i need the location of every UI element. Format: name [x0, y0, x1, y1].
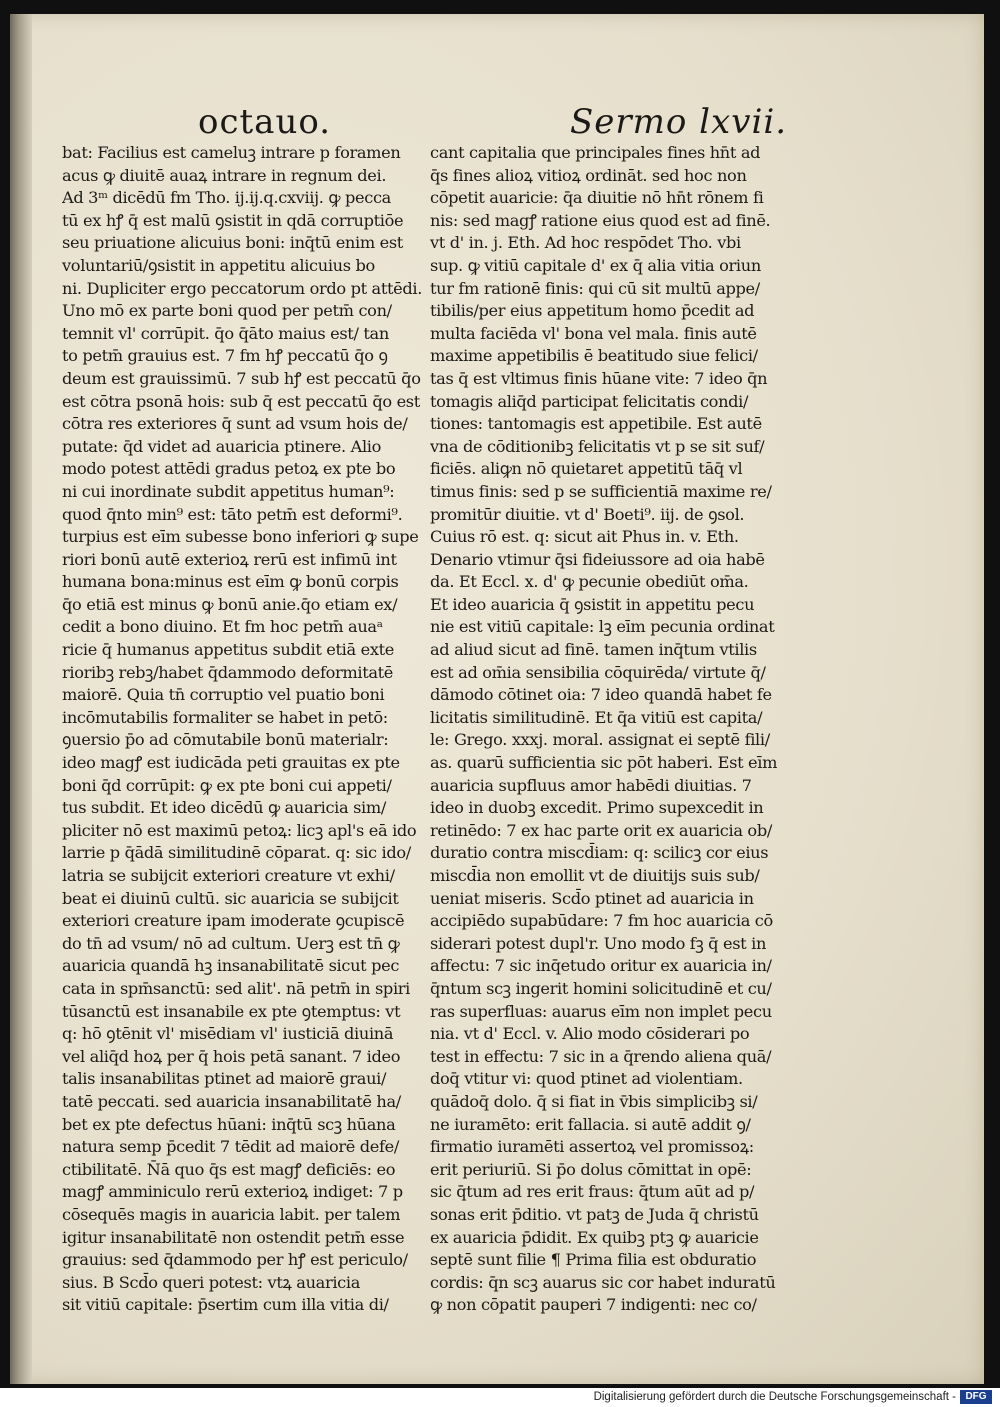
text-line: igitur insanabilitatē non ostendit petm̄ esse [62, 1227, 405, 1247]
right-text-column [430, 142, 806, 1317]
text-line: q̄o etiā est minus ꝙ bonū anie.q̄o etiam ex/ [62, 594, 398, 614]
text-line: septē sunt filie ¶ Prima filia est obduratio [430, 1250, 757, 1270]
text-line: affectu: 7 sic inq̄etudo oritur ex auaricia in/ [430, 956, 772, 976]
text-line: cōsequēs magis in auaricia labit. per talem [62, 1204, 401, 1224]
text-line: modo potest attēdi gradus petoꝝ ex pte bo [62, 459, 396, 479]
text-line: ad aliud sicut ad finē. tamen inq̄tum vtilis [430, 640, 757, 660]
text-line: voluntariū/ꝯsistit in appetitu alicuius bo [62, 255, 375, 275]
text-line: ctibilitatē. N̄ā quo q̄s est magꝭ deficiēs: eo [62, 1159, 396, 1179]
text-line: riori bonū autē exterioꝝ rerū est infimū int [62, 549, 397, 569]
text-line: tatē peccati. sed auaricia insanabilitatē ha/ [62, 1091, 401, 1111]
text-line: auaricia supfluus amor habēdi diuitias. 7 [430, 775, 752, 795]
text-line: test in effectu: 7 sic in a q̄rendo aliena quā/ [430, 1046, 772, 1066]
text-line: ꝙ non cōpatit pauperi 7 indigenti: nec co/ [430, 1295, 757, 1315]
text-line: licitatis similitudinē. Et q̄a vitiū est capita/ [430, 707, 763, 727]
text-line: tur fm rationē finis: qui cū sit multū appe/ [430, 278, 760, 298]
text-line: nie est vitiū capitale: lꝫ eīm pecunia ordinat [430, 617, 775, 637]
text-line: bet ex pte defectus hūani: inq̄tū scꝫ hūana [62, 1114, 396, 1134]
text-line: ideo in duobꝫ excedit. Primo supexcedit in [430, 798, 764, 818]
text-line: maxime appetibilis ē beatitudo siue felici/ [430, 346, 758, 366]
book-page [10, 14, 984, 1384]
text-line: nis: sed magꝭ ratione eius quod est ad finē. [430, 210, 771, 230]
text-line: ne iuramēto: erit fallacia. si autē addit ꝯ/ [430, 1114, 751, 1134]
text-line: ficiēs. aliꝙn nō quietaret appetitū tāq̄ vl [430, 459, 743, 479]
text-line: miscd̄ia non emollit vt de diuitijs suis sub/ [430, 866, 760, 885]
text-line: timus finis: sed p se sufficientiā maxime re/ [430, 481, 772, 501]
text-line: rioribꝫ rebꝫ/habet q̄dammodo deformitatē [62, 662, 394, 682]
text-line: auaricia quandā hꝫ insanabilitatē sicut pec [62, 956, 400, 976]
text-line: cordis: q̄n scꝫ auarus sic cor habet induratū [430, 1272, 776, 1292]
text-line: quod q̄nto min⁹ est: tāto petm̄ est deformi⁹. [62, 504, 403, 524]
text-line: accipiēdo supabūdare: 7 fm hoc auaricia cō [430, 911, 773, 931]
text-line: natura semp p̄cedit 7 tēdit ad maiorē defe/ [62, 1137, 400, 1157]
text-line: larrie p q̄ādā similitudinē cōparat. q: sic ido/ [62, 843, 411, 863]
text-line: Et ideo auaricia q̄ ꝯsistit in appetitu pecu [430, 594, 755, 614]
text-line: humana bona:minus est eīm ꝙ bonū corpis [62, 572, 399, 592]
text-line: retinēdo: 7 ex hac parte orit ex auaricia ob/ [430, 820, 772, 840]
digitization-credit: Digitalisierung gefördert durch die Deutsche Forschungsgemeinschaft - [593, 1391, 956, 1403]
text-line: putate: q̄d videt ad auaricia ptinere. Alio [62, 436, 382, 456]
text-line: Ad 3ᵐ dicēdū fm Tho. ij.ij.q.cxviij. ꝙ pecca [62, 188, 391, 208]
text-line: seu priuatione alicuius boni: inq̄tū enim est [62, 233, 403, 253]
text-line: Cuius rō est. q: sicut ait Phus in. v. Eth. [430, 527, 739, 547]
text-line: tū ex hꝭ q̄ est malū ꝯsistit in qdā corruptiōe [62, 210, 404, 230]
text-line: sit vitiū capitale: p̄sertim cum illa vitia di/ [62, 1295, 389, 1315]
text-line: bat: Facilius est cameluꝫ intrare p foramen [62, 143, 401, 162]
text-line: cōtra res exteriores q̄ sunt ad vsum hois de/ [62, 414, 408, 434]
text-line: ni. Dupliciter ergo peccatorum ordo pt attēdi. [62, 278, 423, 298]
text-line: tibilis/per eius appetitum homo p̄cedit ad [430, 301, 755, 321]
text-line: beat ei diuinū cultū. sic auaricia se subijcit [62, 888, 399, 908]
text-line: temnit vl' corrūpit. q̄o q̄āto maius est/ tan [62, 323, 389, 343]
text-line: cant capitalia que principales fines hn̄t ad [430, 143, 761, 162]
text-line: da. Et Eccl. x. d' ꝙ pecunie obediūt om̄a. [430, 572, 749, 592]
text-line: ni cui inordinate subdit appetitus human⁹: [62, 481, 395, 501]
text-line: q: hō ꝯtēnit vl' misēdiam vl' iusticiā diuinā [62, 1024, 394, 1044]
text-line: latria se subijcit exteriori creature vt exhi/ [62, 866, 395, 885]
text-line: tus subdit. Et ideo dicēdū ꝙ auaricia sim/ [62, 798, 386, 818]
text-line: turpius est eīm subesse bono inferiori ꝙ supe [62, 527, 419, 547]
text-line: tūsanctū est insanabile ex pte ꝯtemptus: vt [62, 1001, 401, 1021]
text-line: boni q̄d corrūpit: ꝙ ex pte boni cui appeti/ [62, 775, 392, 795]
text-line: quādoq̄ dolo. q̄ si fiat in v̄bis simplicibꝫ si/ [430, 1091, 758, 1111]
text-line: q̄ntum scꝫ ingerit homini solicitudinē et cu/ [430, 978, 772, 998]
text-line: sonas erit p̄ditio. vt patꝫ de Juda q̄ christū [430, 1204, 759, 1224]
text-line: ueniat miseris. Scd̄o ptinet ad auaricia in [430, 888, 754, 908]
running-head-left: octauo. [198, 102, 332, 142]
text-line: sup. ꝙ vitiū capitale d' ex q̄ alia vitia oriun [430, 255, 761, 275]
text-line: ideo magꝭ est iudicāda peti grauitas ex pte [62, 753, 400, 773]
text-line: ex auaricia p̄didit. Ex quibꝫ ptꝫ ꝙ auaricie [430, 1227, 759, 1247]
running-head-right: Sermo lxvii. [570, 102, 787, 142]
text-line: cōpetit auaricie: q̄a diuitie nō hn̄t rōnem fi [430, 188, 764, 208]
text-line: cedit a bono diuino. Et fm hoc petm̄ auaᵃ [62, 617, 383, 637]
text-line: sius. B Scd̄o queri potest: vtꝝ auaricia [62, 1272, 361, 1292]
text-line: dāmodo cōtinet oia: 7 ideo quandā habet fe [430, 685, 772, 705]
text-line: do tn̄ ad vsum/ nō ad cultum. Uerꝫ est tn̄ ꝙ [62, 933, 400, 953]
left-text-column [62, 142, 436, 1317]
text-line: tas q̄ est vltimus finis hūane vite: 7 ideo q̄n [430, 368, 768, 388]
text-line: erit periuriū. Si p̄o dolus cōmittat in opē: [430, 1159, 752, 1179]
text-line: tomagis aliq̄d participat felicitatis condi/ [430, 391, 749, 411]
text-line: exteriori creature ipam imoderate ꝯcupiscē [62, 911, 405, 931]
text-line: vna de cōditionibꝫ felicitatis vt p se sit suf/ [430, 436, 765, 456]
text-line: promitūr diuitie. vt d' Boeti⁹. iij. de ꝯsol. [430, 504, 745, 524]
text-line: ricie q̄ humanus appetitus subdit etiā exte [62, 640, 395, 660]
text-line: est cōtra psonā hois: sub q̄ est peccatū q̄o est [62, 391, 420, 411]
text-line: acus ꝙ diuitē auaꝝ intrare in regnum dei. [62, 165, 387, 185]
text-line: talis insanabilitas ptinet ad maiorē graui/ [62, 1069, 387, 1089]
text-line: ꝯuersio p̄o ad cōmutabile bonū materialr: [62, 730, 389, 750]
text-line: est ad om̄ia sensibilia cōquirēda/ virtute q̄/ [430, 662, 766, 682]
text-line: grauius: sed q̄dammodo per hꝭ est periculo/ [62, 1250, 408, 1270]
text-line: Denario vtimur q̄si fideiussore ad oia habē [430, 549, 765, 569]
text-line: to petm̄ grauius est. 7 fm hꝭ peccatū q̄o ꝯ [62, 346, 388, 366]
text-line: doq̄ vtitur vi: quod ptinet ad violentiam. [430, 1069, 743, 1089]
text-line: pliciter nō est maximū petoꝝ: licꝫ apl's eā ido [62, 820, 417, 840]
text-line: vt d' in. j. Eth. Ad hoc respōdet Tho. vbi [430, 233, 741, 253]
text-line: siderari potest dupl'r. Uno modo fꝫ q̄ est in [430, 933, 767, 953]
text-line: multa faciēda vl' bona vel mala. finis autē [430, 323, 757, 343]
text-line: tiones: tantomagis est appetibile. Est autē [430, 414, 762, 434]
text-line: sic q̄tum ad res erit fraus: q̄tum aūt ad p/ [430, 1182, 755, 1202]
text-line: Uno mō ex parte boni quod per petm̄ con/ [62, 301, 392, 321]
page-gutter [10, 14, 32, 1384]
text-line: incōmutabilis formaliter se habet in petō: [62, 707, 388, 727]
text-line: firmatio iuramēti assertoꝝ vel promissoꝝ: [430, 1137, 754, 1157]
text-line: maiorē. Quia tn̄ corruptio vel puatio boni [62, 685, 385, 705]
text-line: as. quarū sufficientia sic pōt haberi. Est eīm [430, 753, 778, 773]
text-line: nia. vt d' Eccl. v. Alio modo cōsiderari po [430, 1024, 750, 1044]
text-line: q̄s fines alioꝝ vitioꝝ ordināt. sed hoc non [430, 165, 747, 185]
text-line: ras superfluas: auarus eīm non implet pecu [430, 1001, 772, 1021]
text-line: le: Grego. xxxj. moral. assignat ei septē fili/ [430, 730, 770, 750]
text-line: vel aliq̄d hoꝝ per q̄ hois petā sanant. 7 ideo [62, 1046, 401, 1066]
text-line: deum est grauissimū. 7 sub hꝭ est peccatū q̄o [62, 368, 421, 388]
text-line: magꝭ amminiculo rerū exterioꝝ indiget: 7 p [62, 1182, 403, 1202]
dfg-logo: DFG [960, 1390, 992, 1404]
text-line: duratio contra miscd̄iam: q: scilicꝫ cor eius [430, 843, 769, 863]
text-line: cata in spm̄sanctū: sed alit'. nā petm̄ in spiri [62, 978, 410, 998]
